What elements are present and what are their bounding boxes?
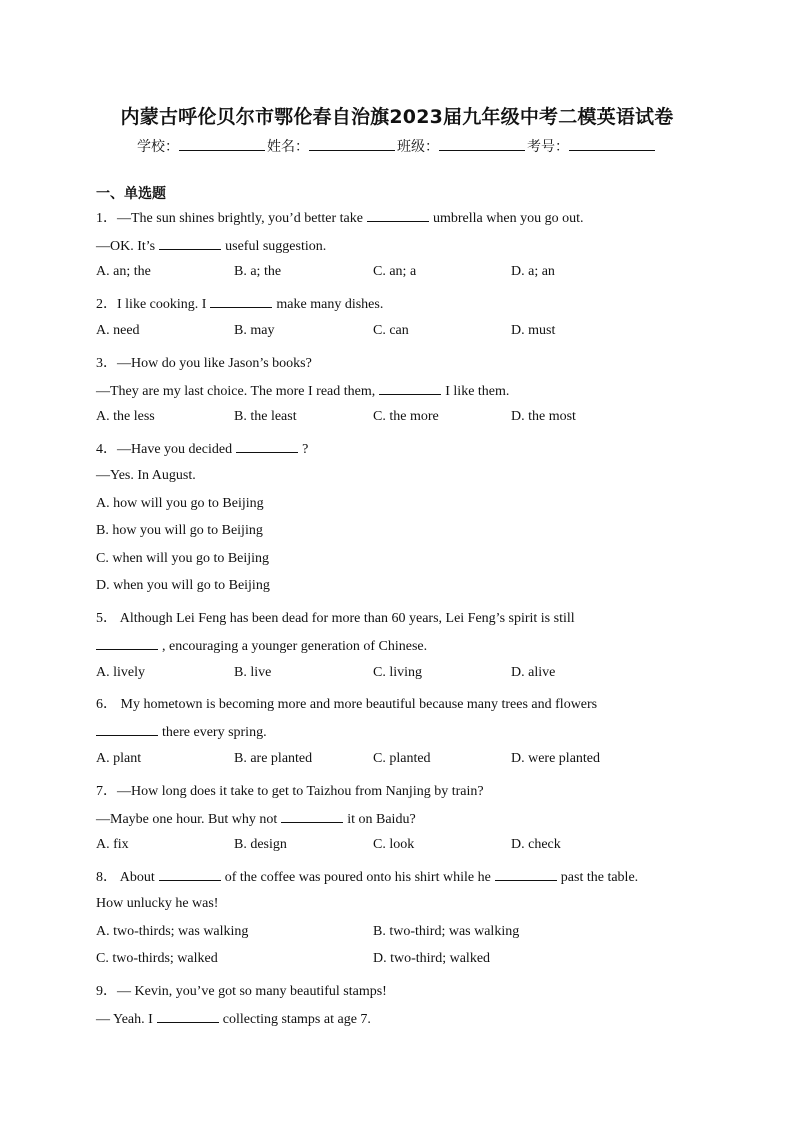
q1-option-b[interactable]: B. a; the (234, 264, 282, 279)
name-blank[interactable] (309, 138, 395, 151)
q2-text-a: 2．I like cooking. I (96, 297, 207, 312)
q8-text-c: past the table. (560, 870, 639, 885)
q8-option-d[interactable]: D. two-third; walked (373, 951, 491, 966)
q6-blank[interactable] (96, 723, 158, 736)
q1-option-d[interactable]: D. a; an (511, 264, 555, 279)
class-blank[interactable] (439, 138, 525, 151)
q9-response-a: — Yeah. I (96, 1012, 153, 1027)
question-4-stem (96, 438, 308, 458)
q6-option-d[interactable]: D. were planted (511, 751, 601, 766)
q9-response-b: collecting stamps at age 7. (222, 1012, 371, 1027)
q7-option-d[interactable]: D. check (511, 837, 561, 852)
q4-option-a[interactable]: A. how will you go to Beijing (96, 496, 264, 511)
q5-text-b: , encouraging a younger generation of Chinese. (162, 639, 428, 654)
q4-text-b: ? (302, 442, 309, 457)
class-label: 班级： (397, 139, 439, 155)
q8-blank-1[interactable] (159, 868, 221, 881)
question-7-stem: 7．—How long does it take to get to Taizhou from Nanjing by train? (96, 784, 484, 799)
q2-option-b[interactable]: B. may (234, 323, 275, 338)
q3-response-a: —They are my last choice. The more I read them, (96, 384, 376, 399)
q7-option-a[interactable]: A. fix (96, 837, 129, 852)
q3-option-c[interactable]: C. the more (373, 409, 439, 424)
q1-text-b: umbrella when you go out. (432, 211, 584, 226)
school-blank[interactable] (179, 138, 265, 151)
school-label: 学校： (137, 139, 179, 155)
q5-option-b[interactable]: B. live (234, 665, 272, 680)
q5-blank[interactable] (96, 637, 158, 650)
q4-option-c[interactable]: C. when will you go to Beijing (96, 551, 270, 566)
question-2-stem (96, 293, 383, 313)
q3-option-d[interactable]: D. the most (511, 409, 576, 424)
q8-text-b: of the coffee was poured onto his shirt while he (224, 870, 491, 885)
q3-option-a[interactable]: A. the less (96, 409, 155, 424)
student-info-row (0, 136, 794, 156)
q6-option-b[interactable]: B. are planted (234, 751, 313, 766)
q6-option-a[interactable]: A. plant (96, 751, 142, 766)
q2-option-c[interactable]: C. can (373, 323, 409, 338)
q3-blank[interactable] (379, 382, 441, 395)
q7-response-a: —Maybe one hour. But why not (96, 812, 278, 827)
q2-blank[interactable] (210, 295, 272, 308)
question-8-continued: How unlucky he was! (96, 896, 219, 911)
q8-blank-2[interactable] (495, 868, 557, 881)
q5-option-c[interactable]: C. living (373, 665, 423, 680)
q8-option-b[interactable]: B. two-third; was walking (373, 924, 520, 939)
exam-number-label: 考号： (527, 139, 569, 155)
exam-number-blank[interactable] (569, 138, 655, 151)
question-3-stem: 3．—How do you like Jason’s books? (96, 356, 312, 371)
q7-blank[interactable] (281, 810, 343, 823)
q4-blank[interactable] (236, 440, 298, 453)
q7-option-c[interactable]: C. look (373, 837, 415, 852)
q5-option-d[interactable]: D. alive (511, 665, 556, 680)
question-4-response: —Yes. In August. (96, 468, 196, 483)
q1-text-a: 1．—The sun shines brightly, you’d better take (96, 211, 363, 226)
q1-option-a[interactable]: A. an; the (96, 264, 151, 279)
q7-response-b: it on Baidu? (347, 812, 416, 827)
name-label: 姓名： (267, 139, 309, 155)
q6-option-c[interactable]: C. planted (373, 751, 431, 766)
section-heading: 一、单选题 (96, 186, 166, 202)
question-8-stem (96, 866, 638, 886)
q4-text-a: 4．—Have you decided (96, 442, 233, 457)
q5-option-a[interactable]: A. lively (96, 665, 145, 680)
q7-option-b[interactable]: B. design (234, 837, 287, 852)
q9-blank[interactable] (157, 1010, 219, 1023)
q6-text-b: there every spring. (162, 725, 267, 740)
q8-text-a: 8． About (96, 870, 155, 885)
question-5-continued (96, 637, 427, 655)
q3-response-b: I like them. (445, 384, 510, 399)
q3-option-b[interactable]: B. the least (234, 409, 297, 424)
page-title: 内蒙古呼伦贝尔市鄂伦春自治旗2023届九年级中考二模英语试卷 (120, 106, 674, 128)
q8-option-c[interactable]: C. two-thirds; walked (96, 951, 218, 966)
question-5-stem: 5． Although Lei Feng has been dead for more than 60 years, Lei Feng’s spirit is still (96, 611, 575, 626)
question-6-stem: 6． My hometown is becoming more and more beautiful because many trees and flowers (96, 697, 598, 712)
question-3-response (96, 382, 509, 400)
q2-option-d[interactable]: D. must (511, 323, 556, 338)
q2-text-b: make many dishes. (276, 297, 384, 312)
q2-option-a[interactable]: A. need (96, 323, 140, 338)
q8-option-a[interactable]: A. two-thirds; was walking (96, 924, 249, 939)
q1-blank-2[interactable] (159, 237, 221, 250)
question-6-continued (96, 723, 267, 741)
question-1-stem (96, 207, 583, 227)
q1-blank[interactable] (367, 209, 429, 222)
question-1-response (96, 237, 326, 255)
q1-response-a: —OK. It’s (96, 239, 156, 254)
q4-option-d[interactable]: D. when you will go to Beijing (96, 578, 270, 593)
q4-option-b[interactable]: B. how you will go to Beijing (96, 523, 263, 538)
question-7-response (96, 810, 416, 828)
question-9-response (96, 1010, 371, 1028)
q1-option-c[interactable]: C. an; a (373, 264, 417, 279)
q1-response-b: useful suggestion. (225, 239, 327, 254)
question-9-stem: 9．— Kevin, you’ve got so many beautiful stamps! (96, 984, 387, 999)
